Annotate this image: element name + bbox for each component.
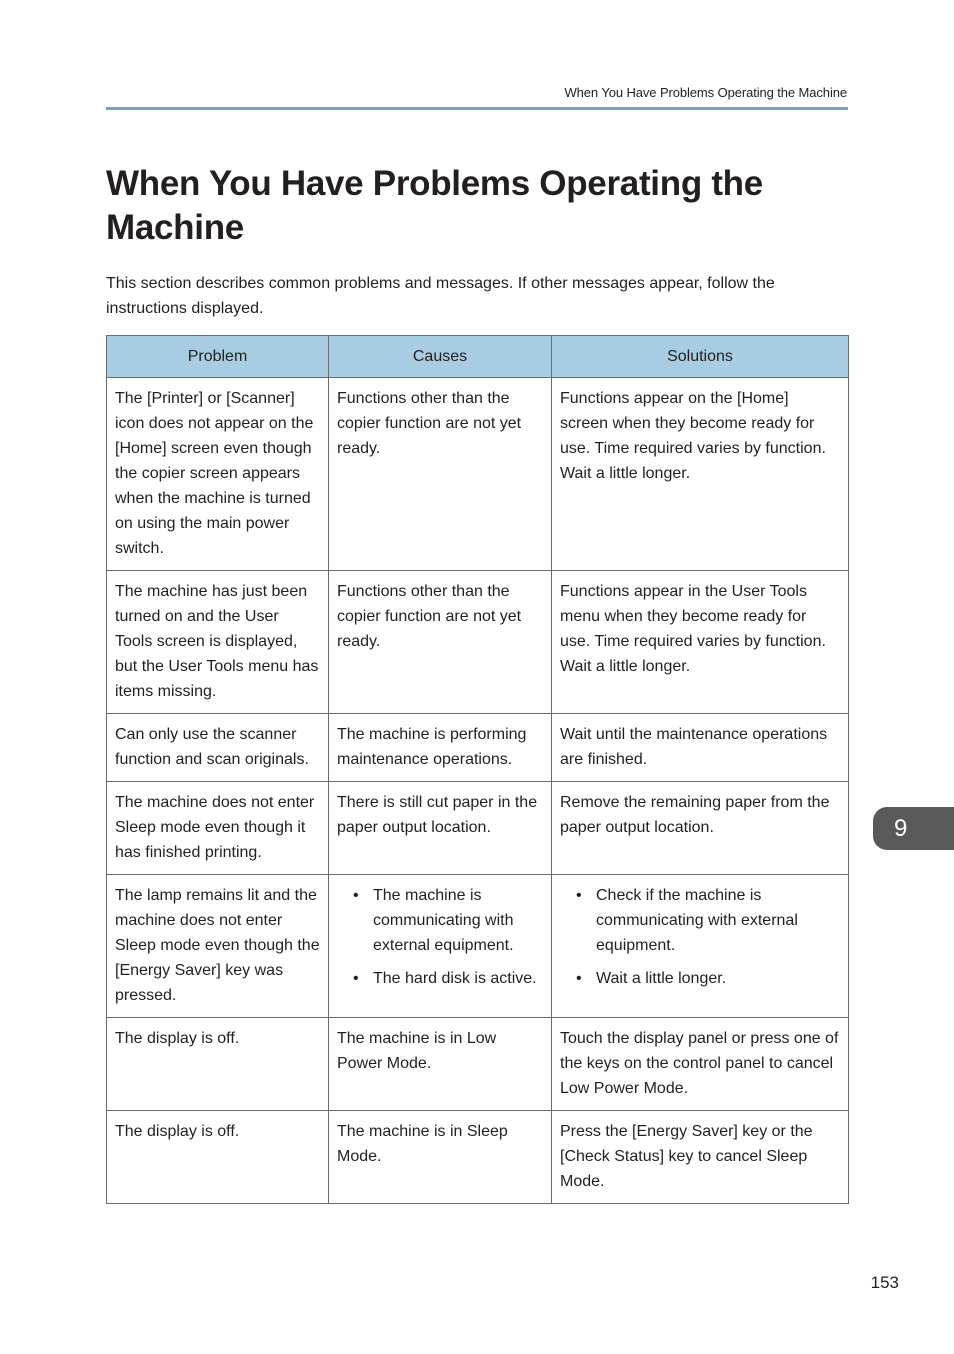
solution-cell: Touch the display panel or press one of the keys on the control panel to cancel Low Power Mode. [552, 1018, 849, 1111]
table-row [107, 1111, 849, 1204]
solution-bullet-list [560, 883, 840, 991]
table-row [107, 1018, 849, 1111]
cause-cell [329, 875, 552, 1018]
cause-cell: The machine is performing maintenance operations. [329, 714, 552, 782]
problem-cell: The machine does not enter Sleep mode even though it has finished printing. [107, 782, 329, 875]
problem-cell: Can only use the scanner function and scan originals. [107, 714, 329, 782]
solution-cell: Press the [Energy Saver] key or the [Check Status] key to cancel Sleep Mode. [552, 1111, 849, 1204]
cause-cell: The machine is in Sleep Mode. [329, 1111, 552, 1204]
cause-cell: There is still cut paper in the paper output location. [329, 782, 552, 875]
solution-cell: Functions appear in the User Tools menu when they become ready for use. Time required varies by function. Wait a little longer. [552, 571, 849, 714]
solution-bullet-item: • Check if the machine is communicating with external equipment. [596, 883, 840, 958]
page-number: 153 [870, 1273, 899, 1292]
problem-cell: The [Printer] or [Scanner] icon does not appear on the [Home] screen even though the copier screen appears when the machine is turned on using the main power switch. [107, 378, 329, 571]
problem-cell: The machine has just been turned on and the User Tools screen is displayed, but the User Tools menu has items missing. [107, 571, 329, 714]
column-header-causes: Causes [329, 336, 552, 378]
solution-cell: Wait until the maintenance operations are finished. [552, 714, 849, 782]
problem-cell: The display is off. [107, 1111, 329, 1204]
cause-cell: The machine is in Low Power Mode. [329, 1018, 552, 1111]
table-row [107, 378, 849, 571]
solution-cell: Remove the remaining paper from the paper output location. [552, 782, 849, 875]
running-header: When You Have Problems Operating the Machine [564, 85, 847, 100]
table-row [107, 782, 849, 875]
table-row [107, 875, 849, 1018]
problem-cell: The display is off. [107, 1018, 329, 1111]
chapter-tab [873, 807, 954, 850]
table-row [107, 571, 849, 714]
cause-bullet-item: • The hard disk is active. [373, 966, 543, 991]
solution-bullet-item: • Wait a little longer. [596, 966, 840, 991]
intro-paragraph: This section describes common problems and messages. If other messages appear, follow the instructions displayed. [106, 275, 775, 317]
problem-cell: The lamp remains lit and the machine does not enter Sleep mode even though the [Energy Saver] key was pressed. [107, 875, 329, 1018]
page-title: When You Have Problems Operating the Machine [106, 164, 763, 247]
column-header-problem: Problem [107, 336, 329, 378]
troubleshooting-table [106, 335, 849, 1204]
header-rule [106, 107, 848, 110]
cause-bullet-item: • The machine is communicating with external equipment. [373, 883, 543, 958]
column-header-solutions: Solutions [552, 336, 849, 378]
cause-bullet-list [337, 883, 543, 991]
table-header-row [107, 336, 849, 378]
cause-cell: Functions other than the copier function are not yet ready. [329, 378, 552, 571]
cause-cell: Functions other than the copier function are not yet ready. [329, 571, 552, 714]
solution-cell [552, 875, 849, 1018]
table-row [107, 714, 849, 782]
solution-cell: Functions appear on the [Home] screen when they become ready for use. Time required varies by function. Wait a little longer. [552, 378, 849, 571]
chapter-number: 9 [894, 815, 908, 842]
